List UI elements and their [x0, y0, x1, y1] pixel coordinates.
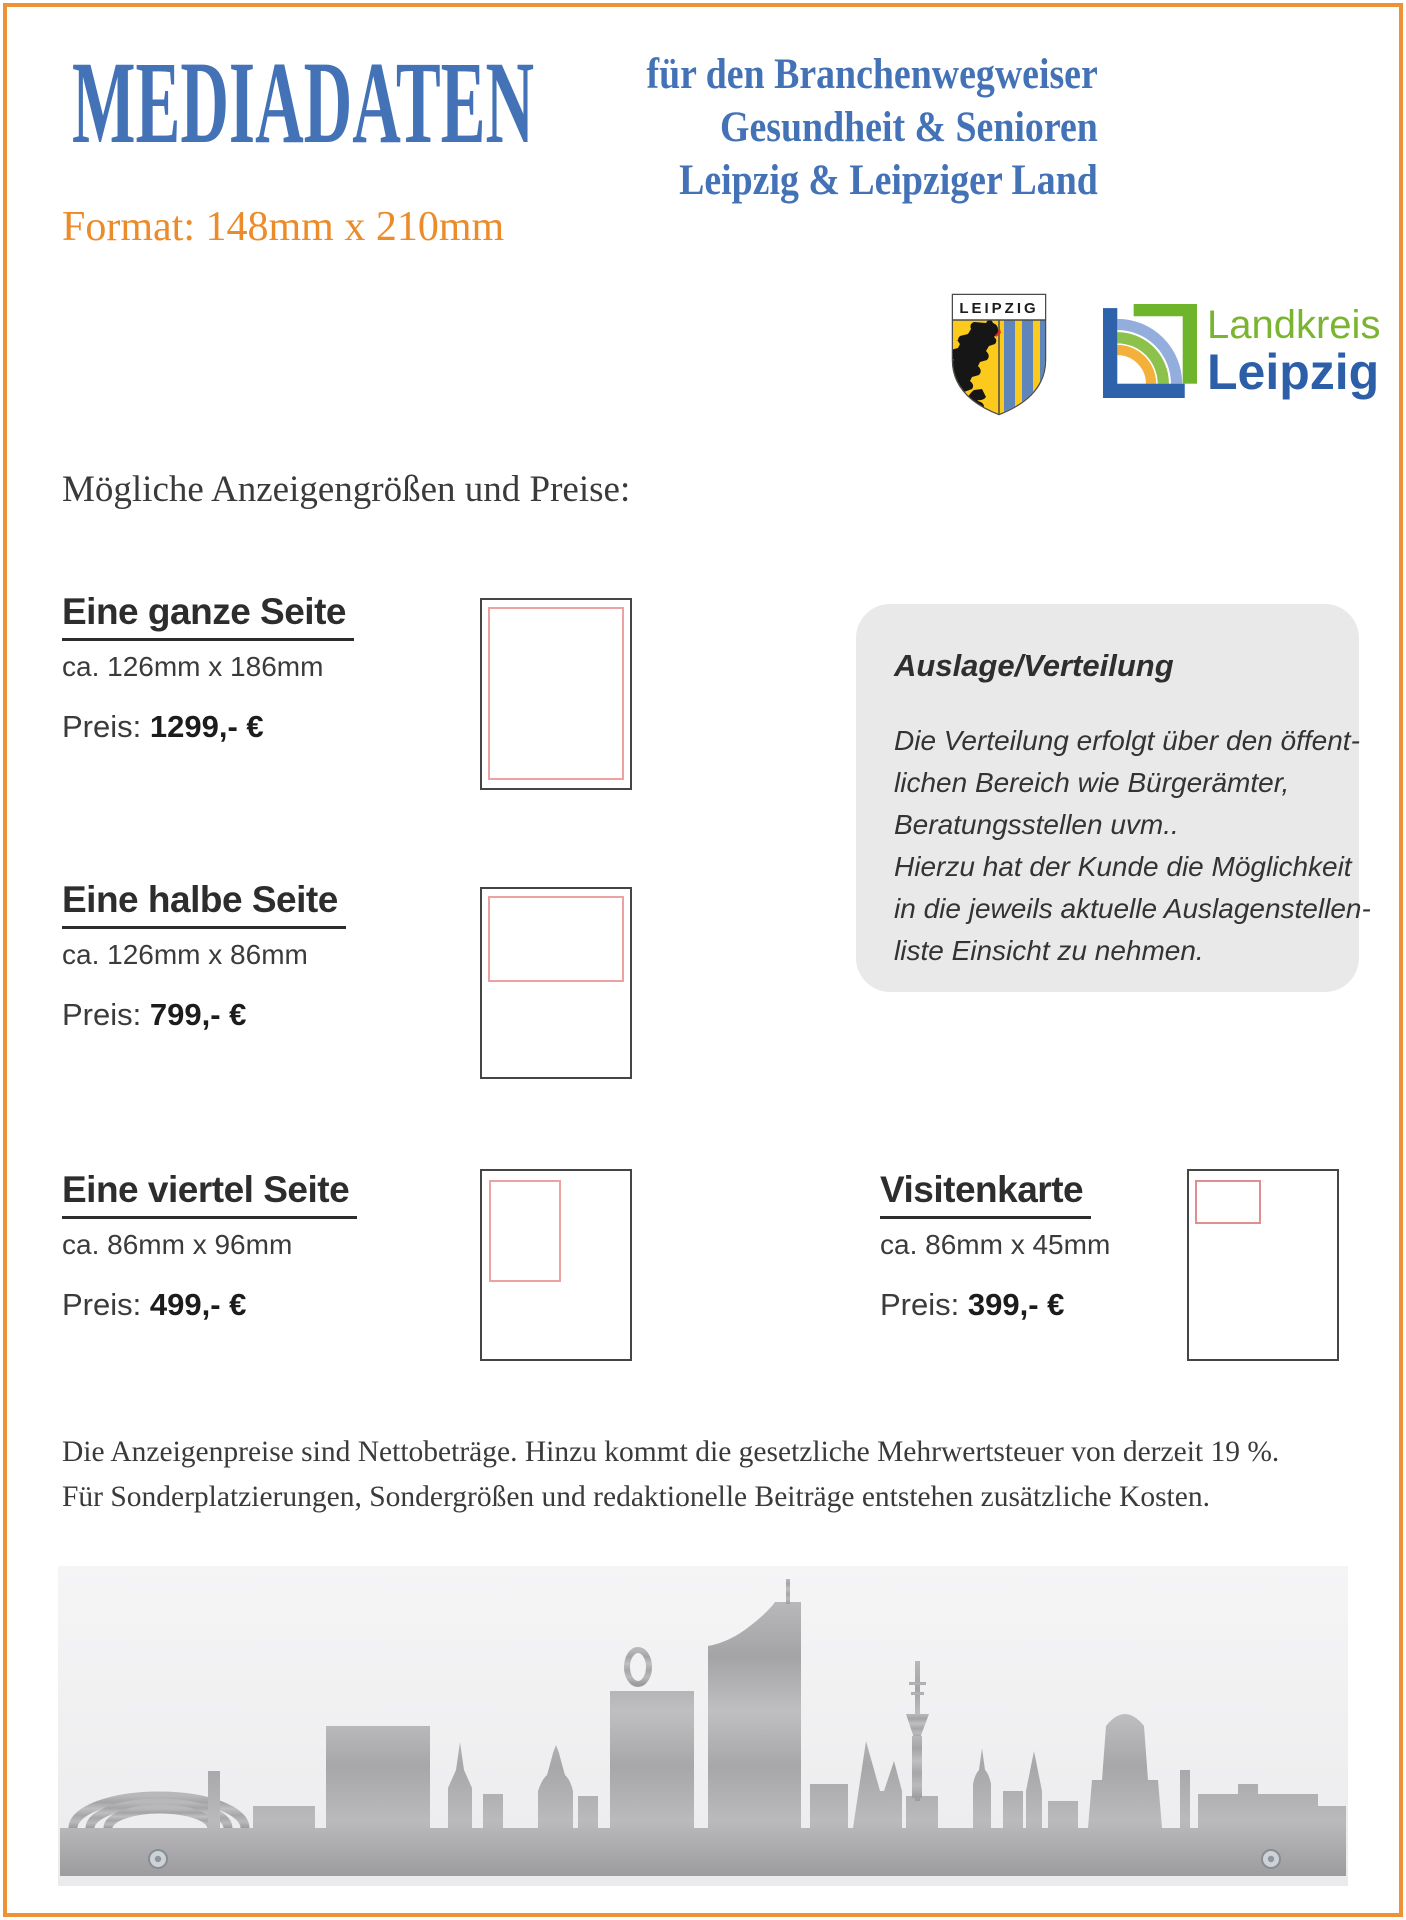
body-line: in die jeweils aktuelle Auslagenstellen- — [894, 893, 1371, 924]
subtitle-line: Leipzig & Leipziger Land — [679, 157, 1098, 204]
leipzig-crest-logo — [950, 292, 1048, 418]
diagram-full-page — [480, 598, 632, 790]
distribution-box-title: Auslage/Verteilung — [894, 648, 1174, 683]
leipzig-skyline-image — [58, 1566, 1348, 1886]
bolt-icon — [149, 1850, 167, 1868]
price-label: Preis: — [62, 1287, 142, 1322]
ad-block-half-page — [62, 879, 346, 1033]
bolt-icon — [1262, 1850, 1280, 1868]
ad-size-dimensions: ca. 86mm x 45mm — [880, 1229, 1111, 1260]
diagram-half-page — [480, 887, 632, 1079]
landkreis-logo-text-1: Landkreis — [1207, 303, 1381, 347]
subtitle-line: für den Branchenwegweiser — [646, 51, 1098, 98]
body-line: liste Einsicht zu nehmen. — [894, 935, 1204, 966]
ad-block-business-card — [880, 1169, 1110, 1323]
ad-size-name: Visitenkarte — [880, 1169, 1091, 1219]
ad-area-marker — [488, 896, 624, 982]
section-heading: Mögliche Anzeigengrößen und Preise: — [62, 469, 631, 510]
format-label: Format: 148mm x 210mm — [62, 204, 505, 250]
ad-size-price — [62, 709, 354, 745]
price-label: Preis: — [880, 1287, 960, 1322]
price-label: Preis: — [62, 709, 142, 744]
body-line: Hierzu hat der Kunde die Möglichkeit — [894, 851, 1352, 882]
subtitle-line: Gesundheit & Senioren — [720, 104, 1098, 151]
price-value: 399,- € — [967, 1287, 1065, 1322]
landkreis-logo-mark — [1103, 303, 1197, 399]
ad-size-name: Eine halbe Seite — [62, 879, 346, 929]
diagram-business-card — [1187, 1169, 1339, 1361]
distribution-box-body — [894, 720, 1371, 972]
ad-block-quarter-page — [62, 1169, 357, 1323]
ad-area-marker — [1195, 1180, 1261, 1224]
price-value: 499,- € — [149, 1287, 247, 1322]
disclaimer-line: Für Sonderplatzierungen, Sondergrößen und redaktionelle Beiträge entstehen zusätzliche Kosten. — [62, 1481, 1210, 1513]
price-disclaimer — [62, 1430, 1279, 1520]
ad-size-price — [62, 1287, 357, 1323]
ad-size-price — [880, 1287, 1110, 1323]
subtitle — [647, 48, 1098, 207]
ad-size-dimensions: ca. 126mm x 86mm — [62, 939, 308, 970]
landkreis-logo-text-2: Leipzig — [1207, 344, 1380, 400]
diagram-quarter-page — [480, 1169, 632, 1361]
ad-size-dimensions: ca. 86mm x 96mm — [62, 1229, 293, 1260]
ad-size-dimensions: ca. 126mm x 186mm — [62, 651, 324, 682]
ad-area-marker — [489, 1180, 561, 1282]
body-line: Beratungsstellen uvm.. — [894, 809, 1179, 840]
body-line: Die Verteilung erfolgt über den öffent- — [894, 725, 1360, 756]
ad-size-price — [62, 997, 346, 1033]
disclaimer-line: Die Anzeigenpreise sind Nettobeträge. Hinzu kommt die gesetzliche Mehrwertsteuer von derzeit 19 %. — [62, 1436, 1280, 1468]
ad-size-name: Eine ganze Seite — [62, 591, 354, 641]
crest-label: LEIPZIG — [959, 300, 1039, 317]
ad-size-name: Eine viertel Seite — [62, 1169, 357, 1219]
price-value: 799,- € — [149, 997, 247, 1032]
price-value: 1299,- € — [149, 709, 264, 744]
landkreis-leipzig-logo — [1103, 303, 1380, 399]
price-label: Preis: — [62, 997, 142, 1032]
ad-block-full-page — [62, 591, 354, 745]
body-line: lichen Bereich wie Bürgerämter, — [894, 767, 1290, 798]
ad-area-marker — [488, 607, 624, 780]
page-title: MEDIADATEN — [72, 37, 535, 168]
distribution-info-box — [856, 604, 1371, 992]
